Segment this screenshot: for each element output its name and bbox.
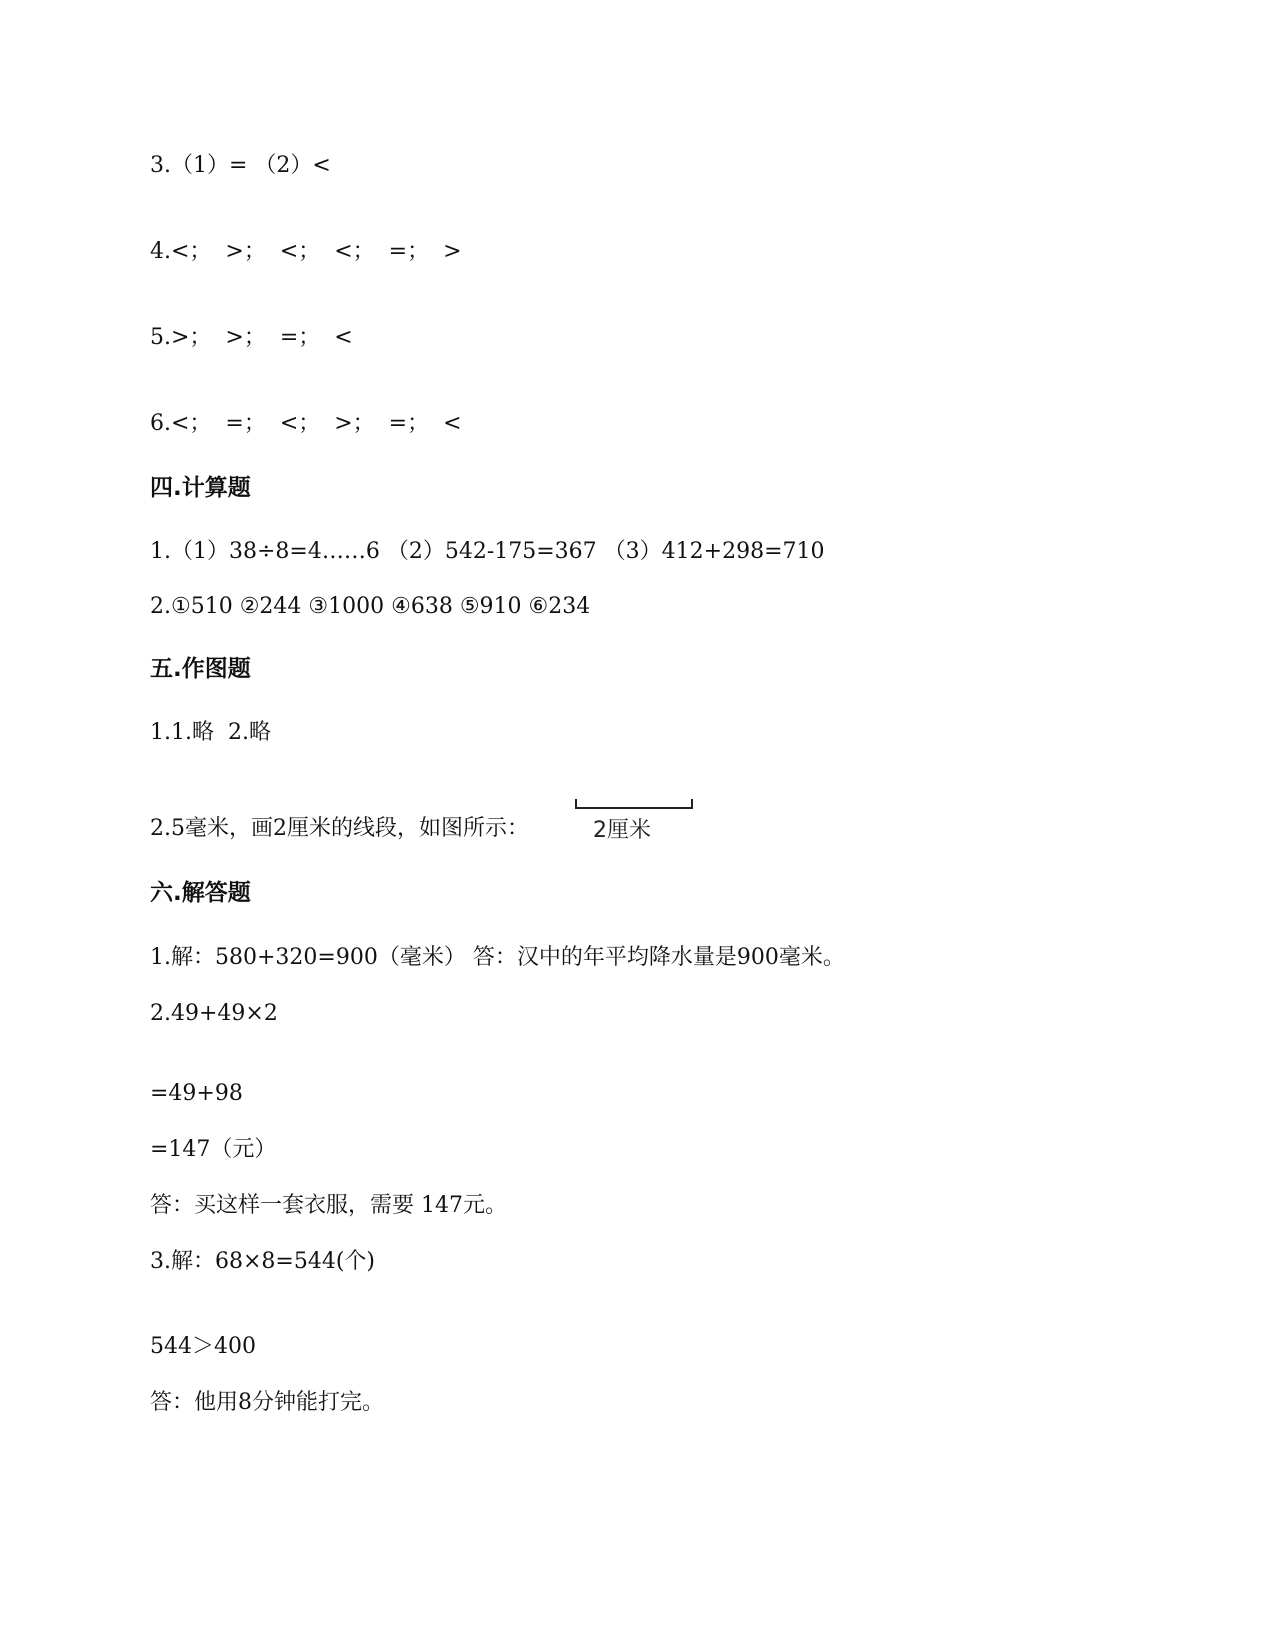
section-heading-4: 四.计算题 xyxy=(150,475,251,501)
section-heading-6: 六.解答题 xyxy=(150,880,251,906)
solution-3-answer: 答：他用8分钟能打完。 xyxy=(150,1390,384,1415)
section-heading-5: 五.作图题 xyxy=(150,656,251,682)
drawing-answer-2: 2.5毫米，画2厘米的线段，如图所示： xyxy=(150,816,529,841)
drawing-answer-1: 1.1.略 2.略 xyxy=(150,720,271,745)
solution-2-step-3: =147（元） xyxy=(150,1137,277,1162)
solution-2-step-2: =49+98 xyxy=(150,1081,243,1106)
segment-bracket xyxy=(575,799,693,809)
calc-answer-1: 1.（1）38÷8=4……6 （2）542-175=367 （3）412+298=710 xyxy=(150,539,825,564)
solution-1: 1.解：580+320=900（毫米） 答：汉中的年平均降水量是900毫米。 xyxy=(150,945,845,970)
segment-label: 2厘米 xyxy=(593,818,651,843)
answer-4: 4.<； >； <； <； =； > xyxy=(150,239,462,264)
solution-2-step-1: 2.49+49×2 xyxy=(150,1001,278,1026)
calc-answer-2: 2.①510 ②244 ③1000 ④638 ⑤910 ⑥234 xyxy=(150,594,591,619)
answer-5: 5.>； >； =； < xyxy=(150,325,353,350)
solution-3-step-2: 544＞400 xyxy=(150,1334,256,1359)
segment-figure xyxy=(573,799,693,847)
answer-6: 6.<； =； <； >； =； < xyxy=(150,411,462,436)
solution-2-answer: 答：买这样一套衣服，需要 147元。 xyxy=(150,1193,507,1218)
solution-3-step-1: 3.解：68×8=544(个) xyxy=(150,1249,376,1274)
answer-3: 3.（1）= （2）< xyxy=(150,153,331,178)
